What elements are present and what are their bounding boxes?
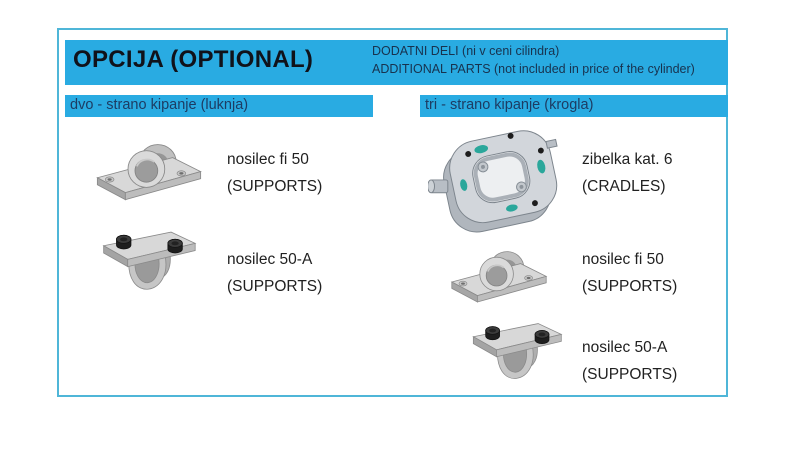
clamp-bracket-support-icon xyxy=(94,220,200,294)
part-subname: (SUPPORTS) xyxy=(582,366,678,383)
part-label xyxy=(582,246,677,300)
part-subname: (SUPPORTS) xyxy=(227,178,323,195)
pillow-block-support-icon xyxy=(447,242,551,306)
note-line-slovenian: DODATNI DELI (ni v ceni cilindra) xyxy=(372,44,560,58)
part-subname: (SUPPORTS) xyxy=(227,278,323,295)
part-name: nosilec fi 50 xyxy=(227,151,309,168)
page-title: OPCIJA (OPTIONAL) xyxy=(73,46,314,73)
main-header-band xyxy=(65,40,728,85)
part-name: nosilec 50-A xyxy=(227,251,313,268)
part-subname: (CRADLES) xyxy=(582,178,666,195)
section-title-right: tri - strano kipanje (krogla) xyxy=(425,97,594,113)
part-name: nosilec 50-A xyxy=(582,339,668,356)
part-label xyxy=(227,246,322,300)
section-band-two-side-mounting xyxy=(65,95,373,117)
part-name: nosilec fi 50 xyxy=(582,251,664,268)
section-title-left: dvo - strano kipanje (luknja) xyxy=(70,97,249,113)
additional-parts-note xyxy=(372,43,695,78)
part-label xyxy=(227,146,322,200)
note-line-english: ADDITIONAL PARTS (not included in price of the cylinder) xyxy=(372,61,695,76)
part-name: zibelka kat. 6 xyxy=(582,151,673,168)
part-label xyxy=(582,334,677,388)
part-subname: (SUPPORTS) xyxy=(582,278,678,295)
clamp-bracket-support-icon xyxy=(464,312,566,383)
section-band-three-side-mounting xyxy=(420,95,728,117)
cradle-ring-icon xyxy=(428,115,566,237)
pillow-block-support-icon xyxy=(92,134,206,204)
part-label xyxy=(582,146,672,200)
